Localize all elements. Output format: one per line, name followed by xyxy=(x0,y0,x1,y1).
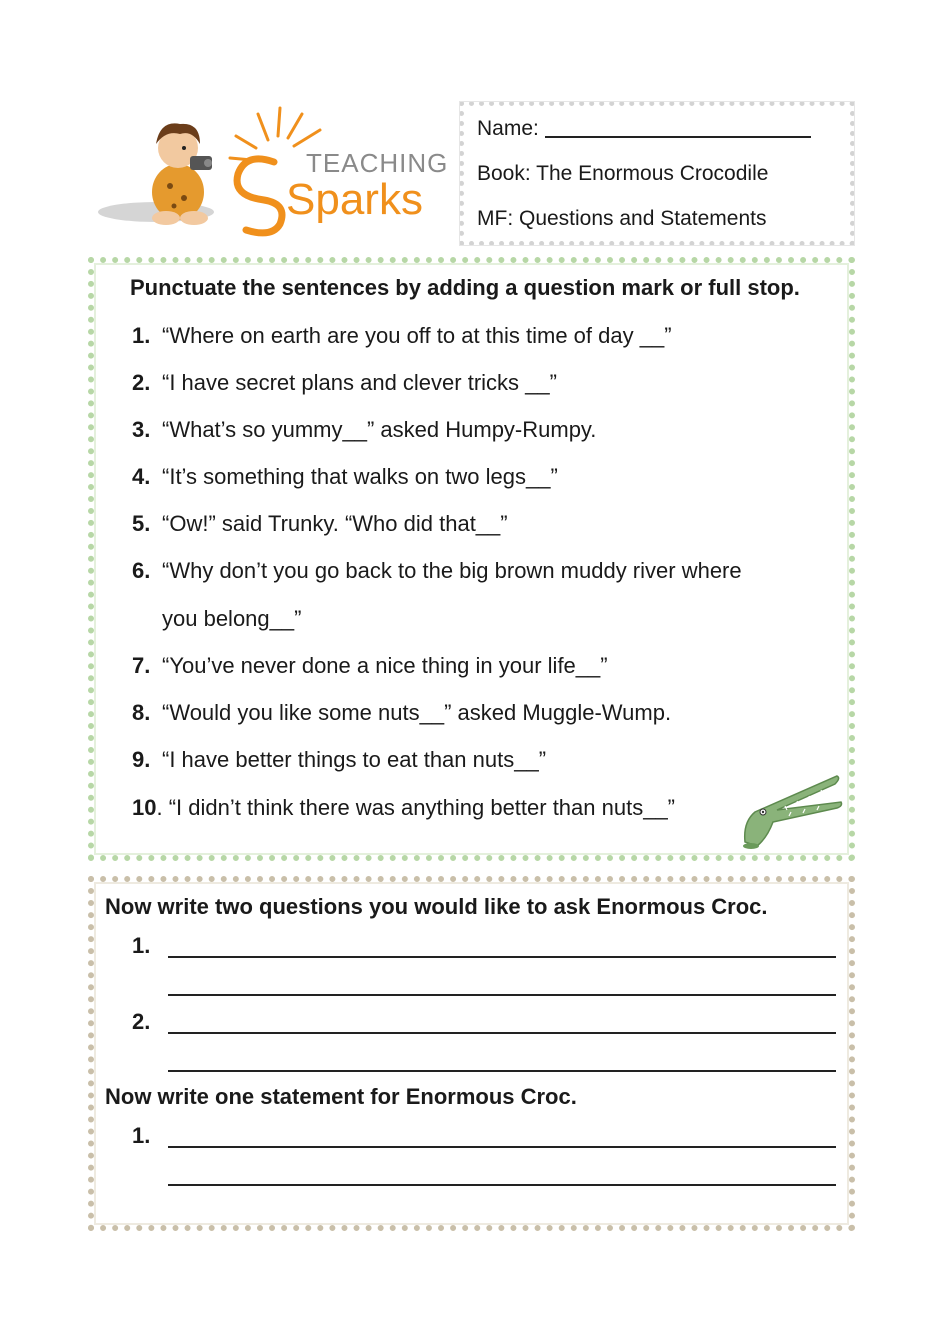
statement-1-line-2[interactable] xyxy=(168,1184,836,1186)
list-item xyxy=(132,747,546,773)
name-field[interactable] xyxy=(477,118,850,163)
item-number: 7. xyxy=(132,653,151,678)
statement-1-number: 1. xyxy=(132,1123,151,1148)
list-item xyxy=(132,323,672,349)
item-number: 3. xyxy=(132,417,151,442)
item-number: 1. xyxy=(132,323,151,348)
item-text: “Ow!” said Trunky. “Who did that__” xyxy=(162,511,508,536)
crocodile-icon xyxy=(737,772,843,850)
item-text: “Why don’t you go back to the big brown muddy river where xyxy=(162,558,742,583)
item-number: 4. xyxy=(132,464,151,489)
crocodile-illustration xyxy=(737,772,843,850)
item-text: “I have better things to eat than nuts__” xyxy=(162,747,547,772)
item-number: 5. xyxy=(132,511,151,536)
list-item xyxy=(132,558,742,584)
item-number: 2. xyxy=(132,370,151,395)
item-number: 8. xyxy=(132,700,151,725)
question-1-line-2[interactable] xyxy=(168,994,836,996)
logo-text-sparks: Sparks xyxy=(286,175,423,224)
question-1-line-1[interactable] xyxy=(168,956,836,958)
list-item-continuation: you belong__” xyxy=(162,606,302,631)
item-number: 9. xyxy=(132,747,151,772)
punctuation-exercise-box xyxy=(88,257,855,861)
name-label: Name: xyxy=(477,117,545,140)
question-2-number: 2. xyxy=(132,1009,151,1034)
statement-heading: Now write one statement for Enormous Croc. xyxy=(105,1084,577,1109)
book-title: Book: The Enormous Crocodile xyxy=(477,162,769,185)
question-2-line-2[interactable] xyxy=(168,1070,836,1072)
question-2-line-1[interactable] xyxy=(168,1032,836,1034)
punctuation-heading: Punctuate the sentences by adding a question mark or full stop. xyxy=(130,275,800,300)
logo-text-teaching: TEACHING xyxy=(306,148,448,178)
item-text: “You’ve never done a nice thing in your life__” xyxy=(162,653,608,678)
item-text: “Where on earth are you off to at this time of day __” xyxy=(162,323,672,348)
questions-heading: Now write two questions you would like to ask Enormous Croc. xyxy=(105,894,768,919)
list-item xyxy=(132,370,557,396)
item-number: 6. xyxy=(132,558,151,583)
list-item xyxy=(132,417,596,443)
list-item xyxy=(132,795,675,821)
list-item xyxy=(132,511,508,537)
teaching-sparks-logo xyxy=(96,100,448,240)
item-text: “I have secret plans and clever tricks __” xyxy=(162,370,557,395)
item-text: “What’s so yummy__” asked Humpy-Rumpy. xyxy=(162,417,597,442)
list-item xyxy=(132,464,558,490)
item-text: . “I didn’t think there was anything better than nuts__” xyxy=(156,795,676,820)
name-blank[interactable] xyxy=(545,136,811,138)
item-number: 10 xyxy=(132,795,157,820)
question-1-number: 1. xyxy=(132,933,151,958)
item-text: “It’s something that walks on two legs__” xyxy=(162,464,558,489)
item-text: “Would you like some nuts__” asked Muggle-Wump. xyxy=(162,700,672,725)
list-item xyxy=(132,700,671,726)
list-item xyxy=(132,653,608,679)
mf-topic: MF: Questions and Statements xyxy=(477,207,767,230)
writing-exercise-box xyxy=(88,876,855,1231)
statement-1-line-1[interactable] xyxy=(168,1146,836,1148)
info-box xyxy=(459,101,855,246)
logo-graphic xyxy=(96,100,448,240)
